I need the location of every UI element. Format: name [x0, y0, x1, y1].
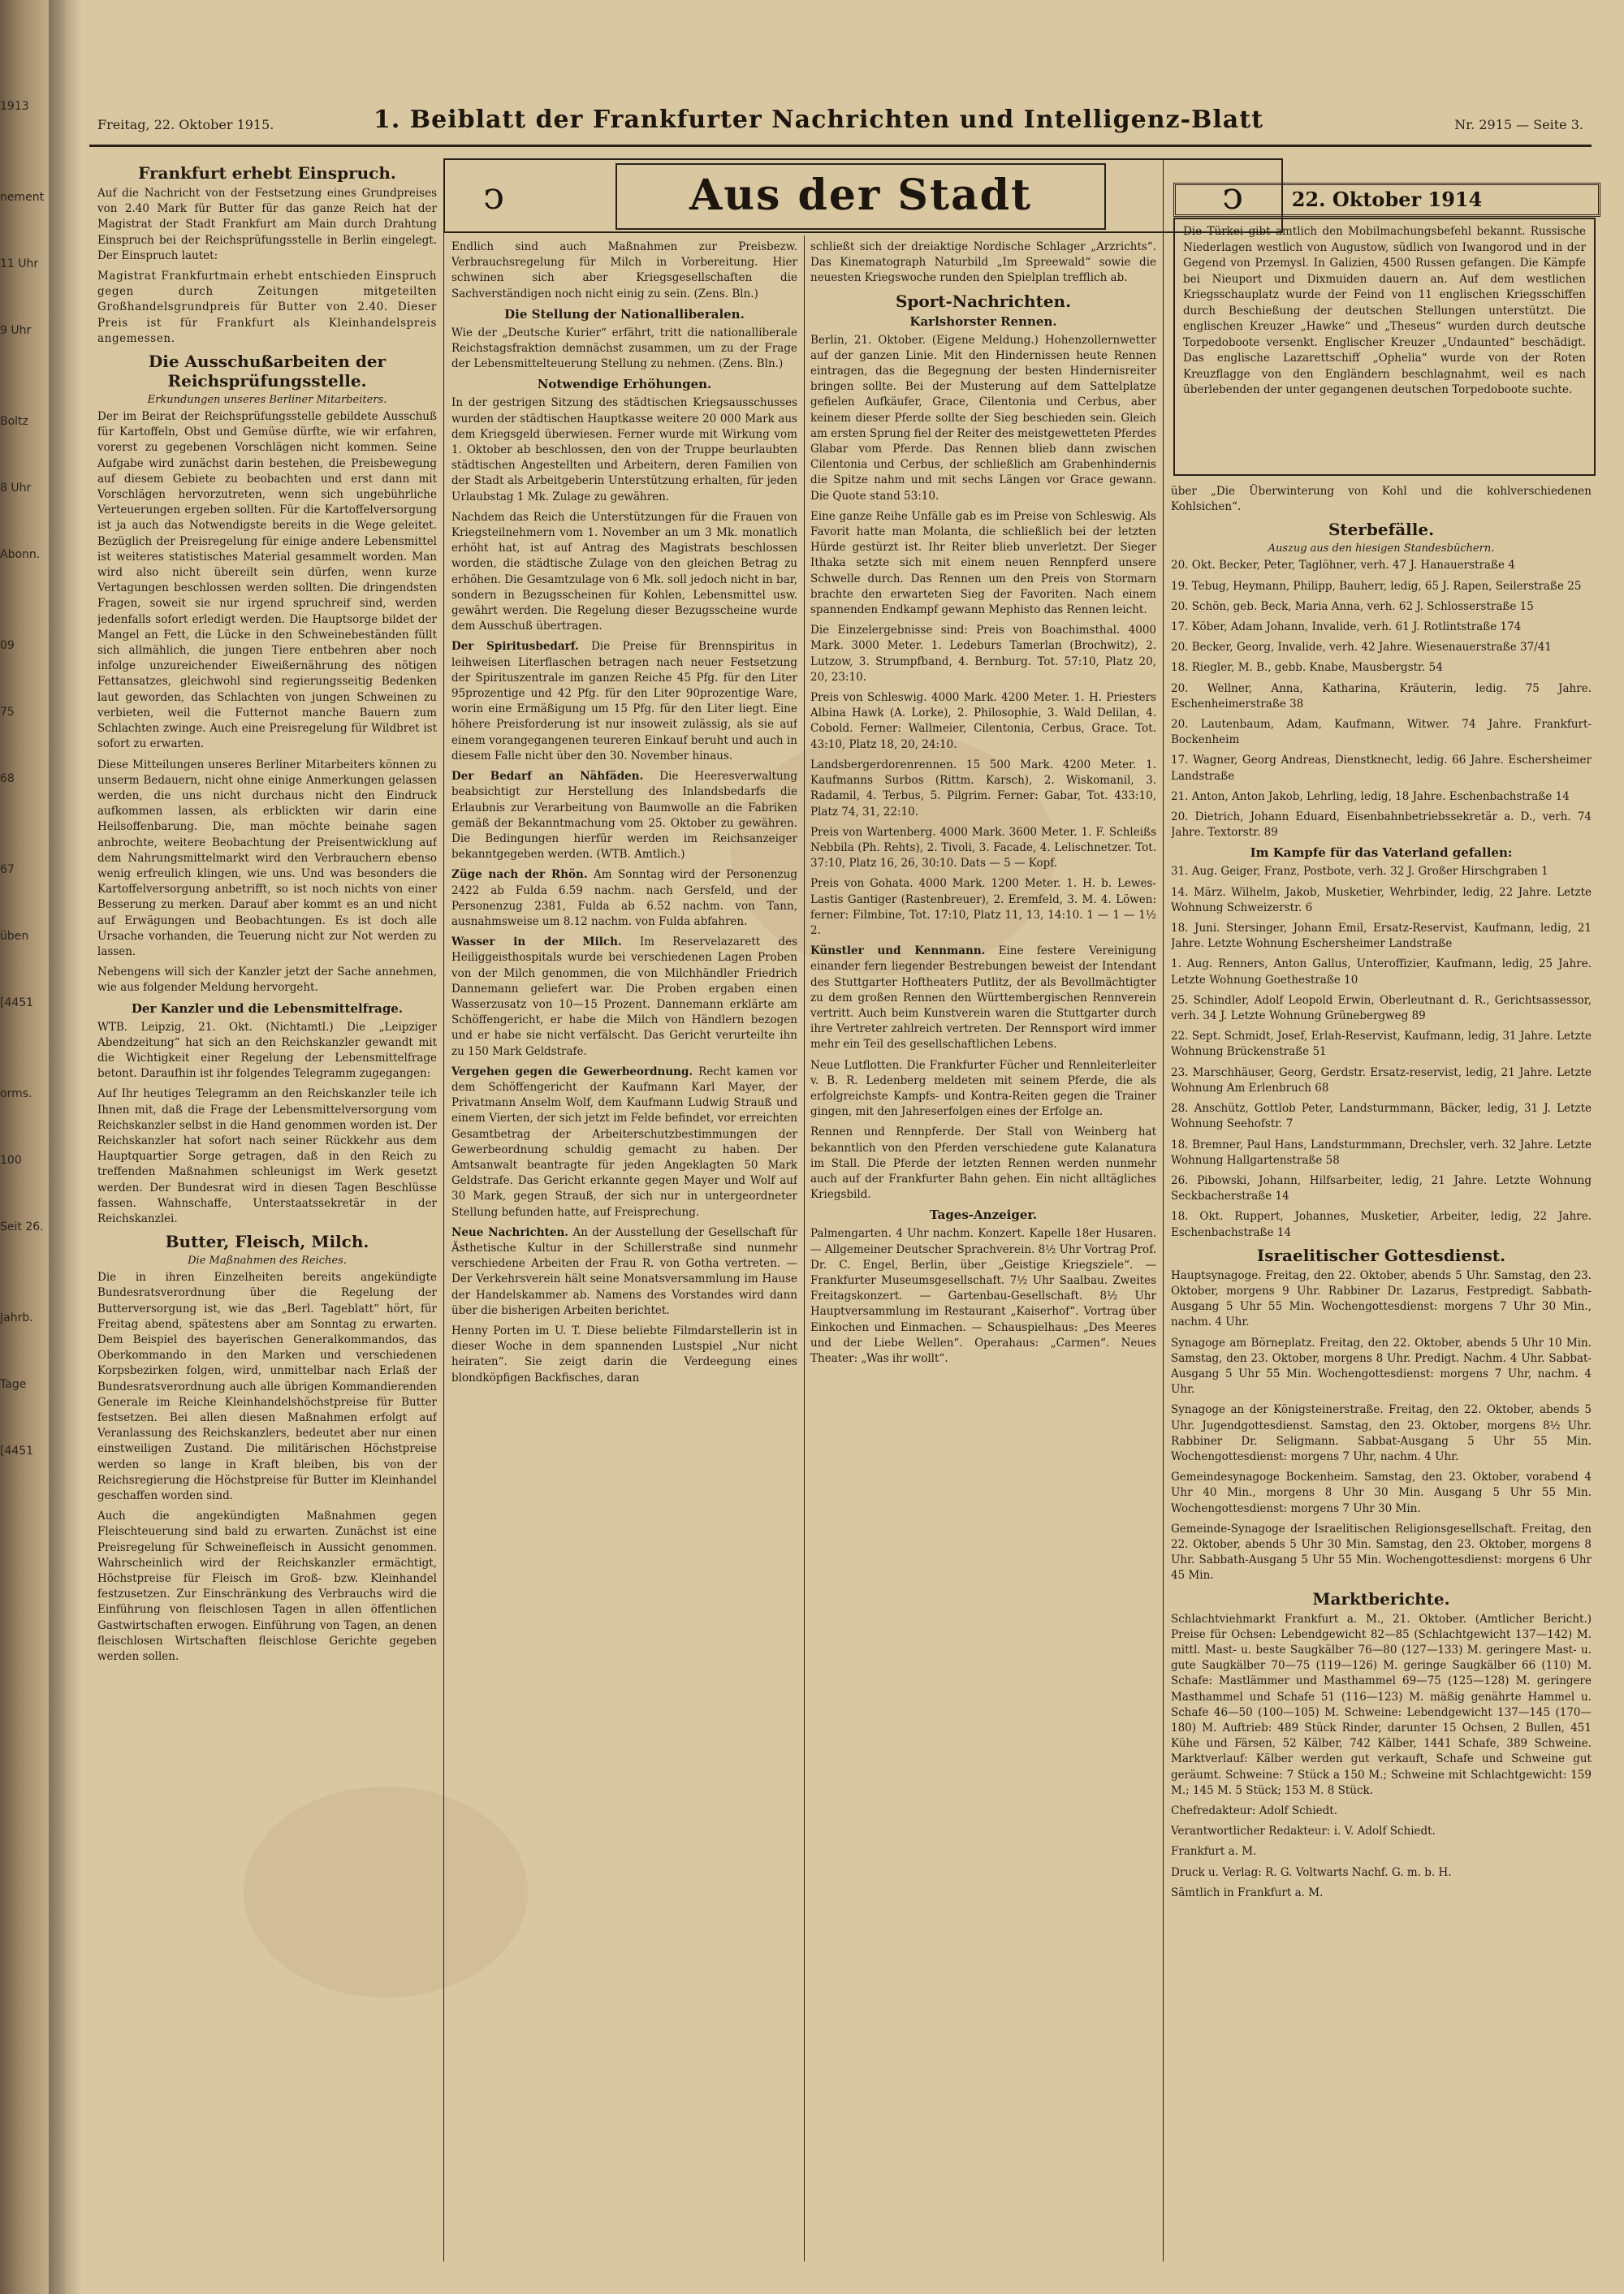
margin-fragment: Seit 26.: [0, 1220, 44, 1233]
header-title: 1. Beiblatt der Frankfurter Nachrichten und Intelligenz-Blatt: [374, 106, 1263, 134]
death-notice: 20. Okt. Becker, Peter, Taglöhner, verh. 47 J. Hanauerstraße 4: [1171, 559, 1515, 572]
article-paragraph: schließt sich der dreiaktige Nordische Schlager „Arzrichts“. Das Kinematograph Naturbild „Im Spreewald“ sowie die neuesten Kriegswoche runden den Spielplan trefflich ab.: [810, 240, 1156, 285]
death-notice: 21. Anton, Anton Jakob, Lehrling, ledig, 18 Jahre. Eschenbachstraße 14: [1171, 789, 1570, 803]
margin-fragment: 1913: [0, 100, 29, 113]
margin-fragment: 100: [0, 1154, 22, 1167]
deaths-list: [1171, 558, 1592, 840]
death-notice: 20. Becker, Georg, Invalide, verh. 42 Jahre. Wiesenauerstraße 37/41: [1171, 641, 1552, 655]
article-paragraph: In der gestrigen Sitzung des städtischen Kriegsausschusses wurden der städtischen Hauptkasse weitere 20 000 Mark aus dem Kriegsgeld überwiesen. Ferner wurde mit Wirkung vom 1. Oktober ab beschlossen, den von der Truppe beurlaubten städtischen Angestellten und Arbeitern, deren Familien von der Stadt als Arbeitgeberin Unterstützung erhalten, für jeden Urlaubstag 1 Mk. Zulage zu gewähren.: [451, 396, 797, 503]
header-page-number: Nr. 2915 — Seite 3.: [1454, 117, 1583, 132]
margin-fragment: [4451: [0, 996, 34, 1009]
column-4: [1171, 484, 1592, 2262]
imprint-line: Verantwortlicher Redakteur: i. V. Adolf Schiedt.: [1171, 1825, 1436, 1838]
death-notice: 20. Dietrich, Johann Eduard, Eisenbahnbetriebssekretär a. D., verh. 74 Jahre. Textorstr. 89: [1171, 810, 1592, 840]
article-text: Die Heeresverwaltung beabsichtigt zur Herstellung des Inlandsbedarfs die Erlaubnis zur Verarbeitung von Baumwolle an die Fabriken gemäß der Bekanntmachung vom 25. Oktober zu gewähren. Die Bedingungen hierfür werden im Reichsanzeiger bekanntgegeben werden. (WTB. Amtlich.): [451, 770, 797, 862]
margin-fragment: Tage: [0, 1378, 27, 1391]
margin-fragment: 09: [0, 639, 15, 652]
binding-shadow: [49, 0, 81, 2294]
fallen-notice: 1. Aug. Renners, Anton Gallus, Unteroffizier, Kaufmann, ledig, 25 Jahre. Letzte Wohnung Goethestraße 10: [1171, 957, 1592, 987]
imprint-line: Frankfurt a. M.: [1171, 1845, 1257, 1859]
article-headline: Tages-Anzeiger.: [929, 1207, 1038, 1223]
fallen-notice: 26. Pibowski, Johann, Hilfsarbeiter, ledig, 21 Jahre. Letzte Wohnung Seckbacherstraße 14: [1171, 1173, 1592, 1203]
ornament-right-icon: ↄ: [1222, 174, 1243, 218]
article-paragraph: Eine ganze Reihe Unfälle gab es im Preise von Schleswig. Als Favorit hatte man Molanta, die schließlich bei der letzten Hürde gestürzt ist. Ihr Reiter blieb unverletzt. Der Sieger Ithaka setzte sich mit einem neuen Rennpferd unsere Schwelle durch. Das Rennen um den Preis von Stormarn brachte den erwarteten Sieg der Favoriten. Nach einem spannenden Endkampf gewann Mephisto das Rennen leicht.: [810, 509, 1156, 617]
run-in-heading: Züge nach der Rhön.: [451, 868, 588, 882]
fallen-notice: 28. Anschütz, Gottlob Peter, Landsturmmann, Bäcker, ledig, 31 J. Letzte Wohnung Seehofstr. 7: [1171, 1102, 1592, 1131]
run-in-heading: Wasser in der Milch.: [451, 935, 622, 949]
article-paragraph: [451, 867, 797, 930]
article-paragraph: Endlich sind auch Maßnahmen zur Preisbezw. Verbrauchsregelung für Milch in Vorbereitung. Hier schwinen sich aber Kriegsgesellschaften die Sachverständigen noch nicht einig zu sein. (Zens. Bln.): [451, 240, 797, 300]
running-header: [89, 106, 1592, 138]
death-notice: 20. Schön, geb. Beck, Maria Anna, verh. 62 J. Schlosserstraße 15: [1171, 599, 1534, 613]
section-headline: Im Kampfe für das Vaterland gefallen:: [1250, 845, 1513, 861]
article-paragraph: [810, 944, 1156, 1052]
death-notice: 18. Riegler, M. B., gebb. Knabe, Mausbergstr. 54: [1171, 661, 1443, 675]
column-3: [810, 240, 1156, 2262]
margin-fragment: 9 Uhr: [0, 324, 32, 337]
article-paragraph: Der im Beirat der Reichsprüfungsstelle gebildete Ausschuß für Kartoffeln, Obst und Gemüse dürfte, wie wir erfahren, vorerst zu gegebenen Vorschlägen nicht kommen. Seine Aufgabe wird zunächst darin bestehen, die Preisbewegung auf diesem Gebiete zu beobachten und erst dann mit Vorschlägen hervorzutreten, wenn sich ungebührliche Verteuerungen ergeben sollten. Für die Kartoffelversorgung ist ja auch das Notwendigste bereits in die Wege geleitet. Bezüglich der Preisregelung für einige andere Lebensmittel ist weiteres statistisches Material gesammelt worden. Man wird also nicht übereilt sein dürfen, wenn kurze Vertagungen beschlossen werden sollten. Die dringendsten Fragen, soweit sie nur irgend spruchreif sind, werden jedenfalls sofort erledigt werden. Die Hauptsorge bildet der Mangel an Fett, die Lücke in den Schweinebeständen füllt sich allmählich, die jungen Tiere entbehren aber noch infolge unzureichender Eiweißernährung des nötigen Fettansatzes, gleichwohl sind regierungsseitig Bedenken laut geworden, das Schlachten von jungen Schweinen zu verbieten, weil die Futternot manche Bauern zum Schlachten zwinge. Auch eine Preisregelung für Wildbret ist sofort zu erwarten.: [97, 410, 437, 751]
article-paragraph: Die Einzelergebnisse sind: Preis von Boachimsthal. 4000 Mark. 3000 Meter. 1. Ledeburs Tamerlan (Brochwitz), 2. Lutzow, 3. Strumpfband, 4. Bernburg. Tot. 57:10, Platz 20, 20, 23:10.: [810, 624, 1156, 684]
article-headline: Sport-Nachrichten.: [895, 291, 1072, 311]
article-paragraph: Nachdem das Reich die Unterstützungen für die Frauen von Kriegsteilnehmern vom 1. November an um 3 Mk. monatlich erhöht hat, ist auf Antrag des Magistrats beschlossen worden, die städtische Zulage von den gleichen Betrag zu erhöhen. Die Gesamtzulage von 6 Mk. soll jedoch nicht in bar, sondern in Bezugsscheinen für Kohlen, Lebensmittel usw. gewährt werden. Die Regelung dieser Bezugsscheine wurde dem Ausschuß übertragen.: [451, 510, 797, 633]
run-in-heading: Vergehen gegen die Gewerbeordnung.: [451, 1065, 693, 1078]
imprint-line: Chefredakteur: Adolf Schiedt.: [1171, 1804, 1338, 1818]
article-paragraph: Die in ihren Einzelheiten bereits angekündigte Bundesratsverordnung über die Regelung der Butterversorgung ist, wie das „Berl. Tageblatt“ hört, für Freitag abend, spätestens aber am Sonntag zu erwarten. Dem Beispiel des bayerischen Generalkommandos, das Oberkommando in den Marken und verschiedenen Korpsbezirken folgen, wird, unmittelbar nach Erlaß der Bundesratsverordnung auch alle übrigen Kommandierenden Generale im Reiche Kleinhandelshöchstpreise für Butter festsetzen. Bei allen diesen Maßnahmen erfolgt auf Veranlassung des Reichskanzlers, bedeutet aber nur einen einstweiligen Zustand. Die militärischen Höchstpreise werden so lange in Kraft bleiben, bis von der Reichsregierung die Höchstpreise für Butter im Kleinhandel geschaffen worden sind.: [97, 1271, 437, 1503]
column-rule: [443, 158, 444, 2262]
chronicle-text: Die Türkei gibt amtlich den Mobilmachungsbefehl bekannt. Russische Niederlagen westlich von Augustow, südlich von Iwangorod und in der Gegend von Przemysl. In Galizien, 4500 Russen gefangen. Die Kämpfe bei Nieuport und Dixmuiden dauern an. Auf dem westlichen Kriegsschauplatz wurde der Feind von 11 englischen Kriegsschiffen durch Beschießung der deutschen Stellungen unterstützt. Die englischen Kreuzer „Hawke“ und „Theseus“ wurden durch deutsche Torpedoboote versenkt. Englischer Kreuzer „Undaunted“ beschädigt. Das englische Lazarettschiff „Ophelia“ wurde von der Roten Kreuzflagge von den Engländern beschlagnahmt, weil es nach überlebenden der unter gegangenen deutschen Torpedoboote suchte.: [1183, 225, 1586, 396]
article-text: Im Reservelazarett des Heiliggeisthospitals wurde bei verschiedenen Lagen Proben von der Milch genommen, die von Milchhändler Friedrich Dannemann geliefert war. Die Proben ergaben einen Wasserzusatz von 10—15 Prozent. Dannemann erklärte am Schöffengericht, er habe die Milch von Händlern bezogen und er habe sie nicht verfälscht. Das Gericht verurteilte ihn zu 150 Mark Geldstrafe.: [451, 935, 797, 1058]
article-paragraph: Nebengens will sich der Kanzler jetzt der Sache annehmen, wie aus folgender Meldung hervorgeht.: [97, 966, 437, 995]
fallen-notice: 22. Sept. Schmidt, Josef, Erlah-Reservist, Kaufmann, ledig, 31 Jahre. Letzte Wohnung Brückenstraße 51: [1171, 1030, 1592, 1059]
article-paragraph: Neue Lutflotten. Die Frankfurter Fücher und Rennleiterleiter v. B. R. Ledenberg meldeten mit seinem Pferde, die als erfolgreichste Kampfs- und Kontra-Reiten gegen die Trainer gingen, mit den Jahreserfolgen eines der Erfolge an.: [810, 1058, 1156, 1119]
section-headline: Marktberichte.: [1312, 1588, 1450, 1609]
article-paragraph: [451, 1225, 797, 1319]
margin-fragment: [4451: [0, 1445, 34, 1458]
article-paragraph: Rennen und Rennpferde. Der Stall von Weinberg hat bekanntlich von den Pferden verschiedene gute Kalanatura im Stall. Die Pferde der letzten Rennen werden nunmehr auch auf der Frankfurter Bahn gehen. Ein nicht alltägliches Kriegsbild.: [810, 1125, 1156, 1202]
article-paragraph: Magistrat Frankfurtmain erhebt entschieden Einspruch gegen durch Zeitungen mitgeteilten Großhandelsgrundpreis für Butter von 2.40. Dieser Preis ist für Frankfurt als Kleinhandelspreis angemessen.: [97, 270, 437, 345]
article-text: Am Sonntag wird der Personenzug 2422 ab Fulda 6.59 nachm. nach Gersfeld, und der Personenzug 2381, Fulda ab 6.52 nachm. von Tann, ausnahmsweise um 8.12 nachm. von Fulda abfahren.: [451, 868, 797, 928]
margin-fragment: 8 Uhr: [0, 482, 32, 495]
article-headline: Notwendige Erhöhungen.: [537, 377, 712, 392]
header-date: Freitag, 22. Oktober 1915.: [97, 117, 274, 132]
article-paragraph: Diese Mitteilungen unseres Berliner Mitarbeiters können zu unserm Bedauern, nicht ohne einige Anmerkungen gelassen werden, die uns nicht durchaus nicht den Eindruck aufkommen lassen, als erblickten wir darin eine Heilsoffenbarung. Die, man möchte beinahe sagen anbrochte, weitere Beobachtung der Preisentwicklung auf dem Nahrungsmittelmarkt wird den Verbrauchern ebenso wenig erfreulich klingen, wie uns. Und was besonders die Kartoffelversorgung anbetrifft, so ist noch nichts von einer Besserung zu merken. Darauf aber kommt es an und nicht auf Erwägungen und Beobachtungen. Es ist doch alle Ursache vorhanden, die Teuerung nicht zur Not werden zu lassen.: [97, 758, 437, 958]
article-text: Recht kamen vor dem Schöffengericht der Kaufmann Karl Mayer, der Privatmann Anselm Wolf, dem Kaufmann Ludwig Strauß und einem Vierten, der sich jetzt im Felde befindet, vor erreichten Gesamtbetrag der Arbeiterschutzbestimmungen der Gewerbeordnung schuldig gemacht zu haben. Der Amtsanwalt beantragte für jeden Angeklagten 50 Mark Geldstrafe. Das Gericht erkannte gegen Mayer und Wolf auf 30 Mark, gegen Strauß, der sich nur in untergeordneter Stellung befunden hatte, auf Freisprechung.: [451, 1065, 797, 1219]
service-notice: Hauptsynagoge. Freitag, den 22. Oktober, abends 5 Uhr. Samstag, den 23. Oktober, morgens 9 Uhr. Rabbiner Dr. Lazarus, Festpredigt. Sabbath-Ausgang 5 Uhr 55 Min. Wochengottesdienst: morgens 7 Uhr 30 Min., nachm. 4 Uhr.: [1171, 1268, 1592, 1329]
margin-fragment: 67: [0, 863, 15, 876]
margin-fragment: nement: [0, 191, 45, 204]
header-rule: [89, 145, 1592, 147]
article-paragraph: Auf Ihr heutiges Telegramm an den Reichskanzler teile ich Ihnen mit, daß die Frage der Lebensmittelversorgung vom Reichskanzler selbst in die Hand genommen worden ist. Der Reichskanzler hat sofort nach seiner Rückkehr aus dem Hauptquartier Sorge getragen, daß in den Reich zu treffenden Maßnahmen schleunigst im Werk gesetzt werden. Der Bundesrat wird in diesen Tagen Beschlüsse fassen. Wahnschaffe, Unterstaatssekretär in der Reichskanzlei.: [97, 1087, 437, 1225]
article-headline: Der Kanzler und die Lebensmittelfrage.: [131, 1000, 404, 1016]
article-text: Die Preise für Brennspiritus in leihweisen Literflaschen betragen nach neuer Festsetzung der Spirituszentrale im ganzen Reiche 45 Pfg. für den Liter 95prozentige und 42 Pfg. für den Liter 90prozentige Ware, worin eine Ermäßigung um 15 Pfg. für den Liter liegt. Eine höhere Preisforderung ist nur insoweit zulässig, als sie auf einem vorangegangenen teureren Einkauf beruht und auch in diesem Falle nicht über den 30. November hinaus.: [451, 640, 797, 763]
article-paragraph: [451, 1065, 797, 1220]
column-rule: [804, 235, 805, 2262]
run-in-heading: Der Spiritusbedarf.: [451, 640, 579, 654]
article-text: Eine festere Vereinigung einander fern liegender Bestrebungen beweist der Intendant des Stuttgarter Hoftheaters Putlitz, der als Bevollmächtigter zu dem großen Rennen den Württembergischen Rennverein vertritt. Auch beim Kunstverein waren die Stuttgarter durch ihre Vertreter zahlreich vertreten. Der Rennsport wird immer mehr ein Teil des gesellschaftlichen Lebens.: [810, 944, 1156, 1052]
chronicle-box: [1173, 218, 1596, 476]
article-paragraph: über „Die Überwinterung von Kohl und die kohlverschiedenen Kohlsichen“.: [1171, 485, 1592, 514]
article-headline: Die Ausschußarbeiten der Reichsprüfungsstelle.: [148, 352, 387, 391]
margin-fragment: üben: [0, 930, 29, 943]
article-paragraph: Auch die angekündigten Maßnahmen gegen Fleischteuerung sind bald zu erwarten. Zunächst ist eine Preisregelung für Schweinefleisch in Aussicht genommen. Wahrscheinlich wird der Reichskanzler ermächtigt, Höchstpreise für Fleisch im Groß- bzw. Kleinhandel festzusetzen. Zur Einschränkung des Verbrauchs wird die Einführung von fleischlosen Tagen in allen öffentlichen Gastwirtschaften erwogen. Einführung von Tagen, an denen fleischlosen Wirtschaften fleischlose Gerichte gegeben werden sollen.: [97, 1510, 437, 1664]
section-masthead: [443, 158, 1283, 233]
section-title: Aus der Stadt: [615, 163, 1106, 230]
ornament-left-icon: ↄ: [483, 174, 504, 218]
fallen-list: [1171, 864, 1592, 1240]
column-rule: [1163, 158, 1164, 2262]
section-subtitle: Auszug aus den hiesigen Standesbüchern.: [1268, 542, 1495, 555]
margin-fragment: Boltz: [0, 415, 28, 428]
article-paragraph: [451, 935, 797, 1060]
article-paragraph: WTB. Leipzig, 21. Okt. (Nichtamtl.) Die „Leipziger Abendzeitung“ hat sich an den Reichskanzler gewandt mit die Wichtigkeit einer Regelung der Lebensmittelfrage betont. Daraufhin ist ihr folgendes Telegramm zugegangen:: [97, 1020, 437, 1081]
death-notice: 19. Tebug, Heymann, Philipp, Bauherr, ledig, 65 J. Rapen, Seilerstraße 25: [1171, 579, 1582, 593]
column-2: [451, 240, 797, 2262]
date-box: 22. Oktober 1914: [1173, 183, 1600, 217]
article-subtitle: Erkundungen unseres Berliner Mitarbeiters.: [147, 394, 387, 407]
fallen-notice: 14. März. Wilhelm, Jakob, Musketier, Wehrbinder, ledig, 22 Jahre. Letzte Wohnung Schweizerstr. 6: [1171, 885, 1592, 914]
article-headline: Die Stellung der Nationalliberalen.: [504, 306, 745, 322]
fallen-notice: 23. Marschhäuser, Georg, Gerdstr. Ersatz-reservist, ledig, 21 Jahre. Letzte Wohnung Am Erlenbruch 68: [1171, 1065, 1592, 1095]
margin-fragment: Jahrb.: [0, 1311, 33, 1324]
article-paragraph: Berlin, 21. Oktober. (Eigene Meldung.) Hohenzollernwetter auf der ganzen Linie. Mit den Hindernissen heute Rennen eintragen, das die Begegnung der besten Hindernisreiter bringen sollte. Bei der Musterung auf dem Sattelplatze gefielen Aufkäufer, Grace, Cilentonia und Cerbus, aber keinem dieser Pferde sollte der Sieg beschieden sein. Gleich am ersten Sprung fiel der Reiter des meistgewetteten Pferdes Glabar vom Pferde. Das Rennen blieb dann zwischen Cilentonia und Cerbus, der schließlich am Grabenhindernis die Spitze nahm und mit sechs Längen vor Grace gewann. Die Quote stand 53:10.: [810, 333, 1156, 503]
article-paragraph: [451, 769, 797, 862]
margin-fragment: 11 Uhr: [0, 257, 39, 270]
market-report: Schlachtviehmarkt Frankfurt a. M., 21. Oktober. (Amtlicher Bericht.) Preise für Ochsen: Lebendgewicht 82—85 (Schlachtgewicht 137—142) M. mittl. Mast- u. beste Saugkälber 76—80 (127—133) M. geringere Mast- u. gute Saugkälber 70—75 (119—126) M. geringe Saugkälber 66 (110) M. Schafe: Mastlämmer und Masthammel 69—75 (125—128) M. geringere Masthammel und Schafe 51 (116—123) M. mäßig genährte Hammel u. Schafe 46—50 (100—105) M. Schweine: Lebendgewicht 137—145 (170—180) M. Auftrieb: 489 Stück Rinder, darunter 15 Ochsen, 2 Bullen, 451 Kühe und Färsen, 52 Kälber, 742 Kälber, 1441 Schafe, 389 Schweine. Marktverlauf: Kälber werden gut verkauft, Schafe und Schweine gut geräumt. Schweine: 7 Stück a 150 M.; Schweine mit Schlachtgewicht: 159 M.; 145 M. 5 Stück; 153 M. 8 Stück.: [1171, 1612, 1592, 1797]
article-subtitle: Die Maßnahmen des Reiches.: [188, 1255, 347, 1268]
article-paragraph: Landsbergerdorenrennen. 15 500 Mark. 4200 Meter. 1. Kaufmanns Surbos (Rittm. Karsch), 2. Wiskomanil, 3. Radamil, 4. Terbus, 5. Pilgrim. Ferner: Gabar, Tot. 433:10, Platz 74, 31, 22:10.: [810, 758, 1156, 819]
service-notice: Gemeinde-Synagoge der Israelitischen Religionsgesellschaft. Freitag, den 22. Oktober, abends 5 Uhr 30 Min. Samstag, den 23. Oktober, morgens 8 Uhr. Sabbath-Ausgang 5 Uhr 55 Min. Wochengottesdienst: morgens 6 Uhr 45 Min.: [1171, 1522, 1592, 1583]
margin-fragment: 75: [0, 706, 15, 719]
run-in-heading: Neue Nachrichten.: [451, 1225, 568, 1239]
imprint-line: Sämtlich in Frankfurt a. M.: [1171, 1886, 1324, 1899]
margin-fragment: orms.: [0, 1087, 32, 1100]
article-text: An der Ausstellung der Gesellschaft für Ästhetische Kultur in der Schillerstraße sind nunmehr verschiedene Arbeiten der Frau R. von Gotha vertreten. — Der Verkehrsverein hält seine Monatsversammlung im Hause der Handelskammer ab. Namens des Vorstandes wird dann über die bisherigen Arbeiten berichtet.: [451, 1225, 797, 1317]
article-paragraph: Auf die Nachricht von der Festsetzung eines Grundpreises von 2.40 Mark für Butter für das ganze Reich hat der Magistrat der Stadt Frankfurt am Main durch Drahtung Einspruch bei der Reichsprüfungsstelle in Berlin eingelegt. Der Einspruch lautet:: [97, 187, 437, 262]
death-notice: 20. Lautenbaum, Adam, Kaufmann, Witwer. 74 Jahre. Frankfurt-Bockenheim: [1171, 718, 1592, 747]
death-notice: 20. Wellner, Anna, Katharina, Kräuterin, ledig. 75 Jahre. Eschenheimerstraße 38: [1171, 681, 1592, 711]
fallen-notice: 18. Juni. Stersinger, Johann Emil, Ersatz-Reservist, Kaufmann, ledig, 21 Jahre. Letzte Wohnung Eschersheimer Landstraße: [1171, 922, 1592, 951]
service-notice: Synagoge an der Königsteinerstraße. Freitag, den 22. Oktober, abends 5 Uhr. Jugendgottesdienst. Samstag, den 23. Oktober, morgens 8½ Uhr. Rabbiner Dr. Seligmann. Sabbat-Ausgang 5 Uhr 55 Min. Wochengottesdienst: morgens 7 Uhr, nachm. 4 Uhr.: [1171, 1403, 1592, 1463]
death-notice: 17. Wagner, Georg Andreas, Dienstknecht, ledig. 66 Jahre. Eschersheimer Landstraße: [1171, 754, 1592, 783]
services-list: [1171, 1268, 1592, 1584]
fallen-notice: 31. Aug. Geiger, Franz, Postbote, verh. 32 J. Großer Hirschgraben 1: [1171, 865, 1548, 879]
article-headline: Frankfurt erhebt Einspruch.: [138, 163, 396, 183]
run-in-heading: Der Bedarf an Nähfäden.: [451, 770, 644, 784]
article-paragraph: Palmengarten. 4 Uhr nachm. Konzert. Kapelle 18er Husaren. — Allgemeiner Deutscher Sprachverein. 8½ Uhr Vortrag Prof. Dr. C. Engel, Berlin, über „Geistige Kriegsziele“. — Frankfurter Museumsgesellschaft. 7½ Uhr Saalbau. Zweites Freitagskonzert. — Gartenbau-Gesellschaft. 8½ Uhr Hauptversammlung im Restaurant „Kaiserhof“. Vortrag über Einkochen und Einmachen. — Schauspielhaus: „Des Meeres und der Liebe Wellen“. Operahaus: „Carmen“. Neues Theater: „Was ihr wollt“.: [810, 1227, 1156, 1365]
fallen-notice: 25. Schindler, Adolf Leopold Erwin, Oberleutnant d. R., Gerichtsassessor, verh. 34 J. Letzte Wohnung Grünebergweg 89: [1171, 993, 1592, 1023]
article-headline: Butter, Fleisch, Milch.: [165, 1232, 369, 1252]
article-paragraph: Preis von Gohata. 4000 Mark. 1200 Meter. 1. H. b. Lewes-Lastis Gantiger (Rastenbreuer), 2. Eremfeld, 3. M. 4. Löwen: ferner: Filmbine, Tot. 17:10, Platz 11, 13, 14:10. 1 — 1 — 1½ 2.: [810, 877, 1156, 937]
column-1: [97, 158, 437, 2262]
article-paragraph: Preis von Schleswig. 4000 Mark. 4200 Meter. 1. H. Priesters Albina Hawk (A. Lorke), 2. Philosophie, 3. Wald Delilan, 4. Cobold. Ferner: Wallmeier, Cilentonia, Cerbus, Grace. Tot. 43:10, Platz 18, 20, 24:10.: [810, 691, 1156, 751]
fallen-notice: 18. Okt. Ruppert, Johannes, Musketier, Arbeiter, ledig, 22 Jahre. Eschenbachstraße 14: [1171, 1210, 1592, 1239]
article-paragraph: Henny Porten im U. T. Diese beliebte Filmdarstellerin ist in dieser Woche in dem spannenden Lustspiel „Nur nicht heiraten“. Sie zeigt darin die Verdeegung eines blondköpfigen Backfisches, daran: [451, 1324, 797, 1385]
death-notice: 17. Köber, Adam Johann, Invalide, verh. 61 J. Rotlintstraße 174: [1171, 620, 1522, 634]
article-paragraph: Wie der „Deutsche Kurier“ erfährt, tritt die nationalliberale Reichstagsfraktion demnächst zusammen, um zu der Frage der Lebensmittelteuerung Stellung zu nehmen. (Zens. Bln.): [451, 326, 797, 371]
imprint-line: Druck u. Verlag: R. G. Voltwarts Nachf. G. m. b. H.: [1171, 1865, 1452, 1879]
section-headline: Sterbefälle.: [1328, 520, 1435, 540]
service-notice: Synagoge am Börneplatz. Freitag, den 22. Oktober, abends 5 Uhr 10 Min. Samstag, den 23. Oktober, morgens 8 Uhr. Predigt. Nachm. 4 Uhr. Sabbat-Ausgang 5 Uhr 55 Min. Wochengottesdienst: morgens 7 Uhr, nachm. 4 Uhr.: [1171, 1336, 1592, 1397]
article-paragraph: [451, 639, 797, 764]
article-subheadline: Karlshorster Rennen.: [909, 313, 1057, 329]
service-notice: Gemeindesynagoge Bockenheim. Samstag, den 23. Oktober, vorabend 4 Uhr 40 Min., morgens 8 Uhr 30 Min. Ausgang 5 Uhr 55 Min. Wochengottesdienst: morgens 7 Uhr 30 Min.: [1171, 1471, 1592, 1515]
fallen-notice: 18. Bremner, Paul Hans, Landsturmmann, Drechsler, verh. 32 Jahre. Letzte Wohnung Hallgartenstraße 58: [1171, 1138, 1592, 1167]
section-headline: Israelitischer Gottesdienst.: [1256, 1245, 1506, 1265]
margin-fragment: 68: [0, 772, 15, 785]
article-paragraph: Preis von Wartenberg. 4000 Mark. 3600 Meter. 1. F. Schleißs Nebbila (Ph. Rehts), 2. Tivoli, 3. Facade, 4. Lelischnetzer. Tot. 37:10, Platz 16, 26, 30:10. Dats — 5 — Kopf.: [810, 825, 1156, 871]
run-in-heading: Künstler und Kennmann.: [810, 944, 986, 958]
margin-fragment: Abonn.: [0, 548, 41, 561]
